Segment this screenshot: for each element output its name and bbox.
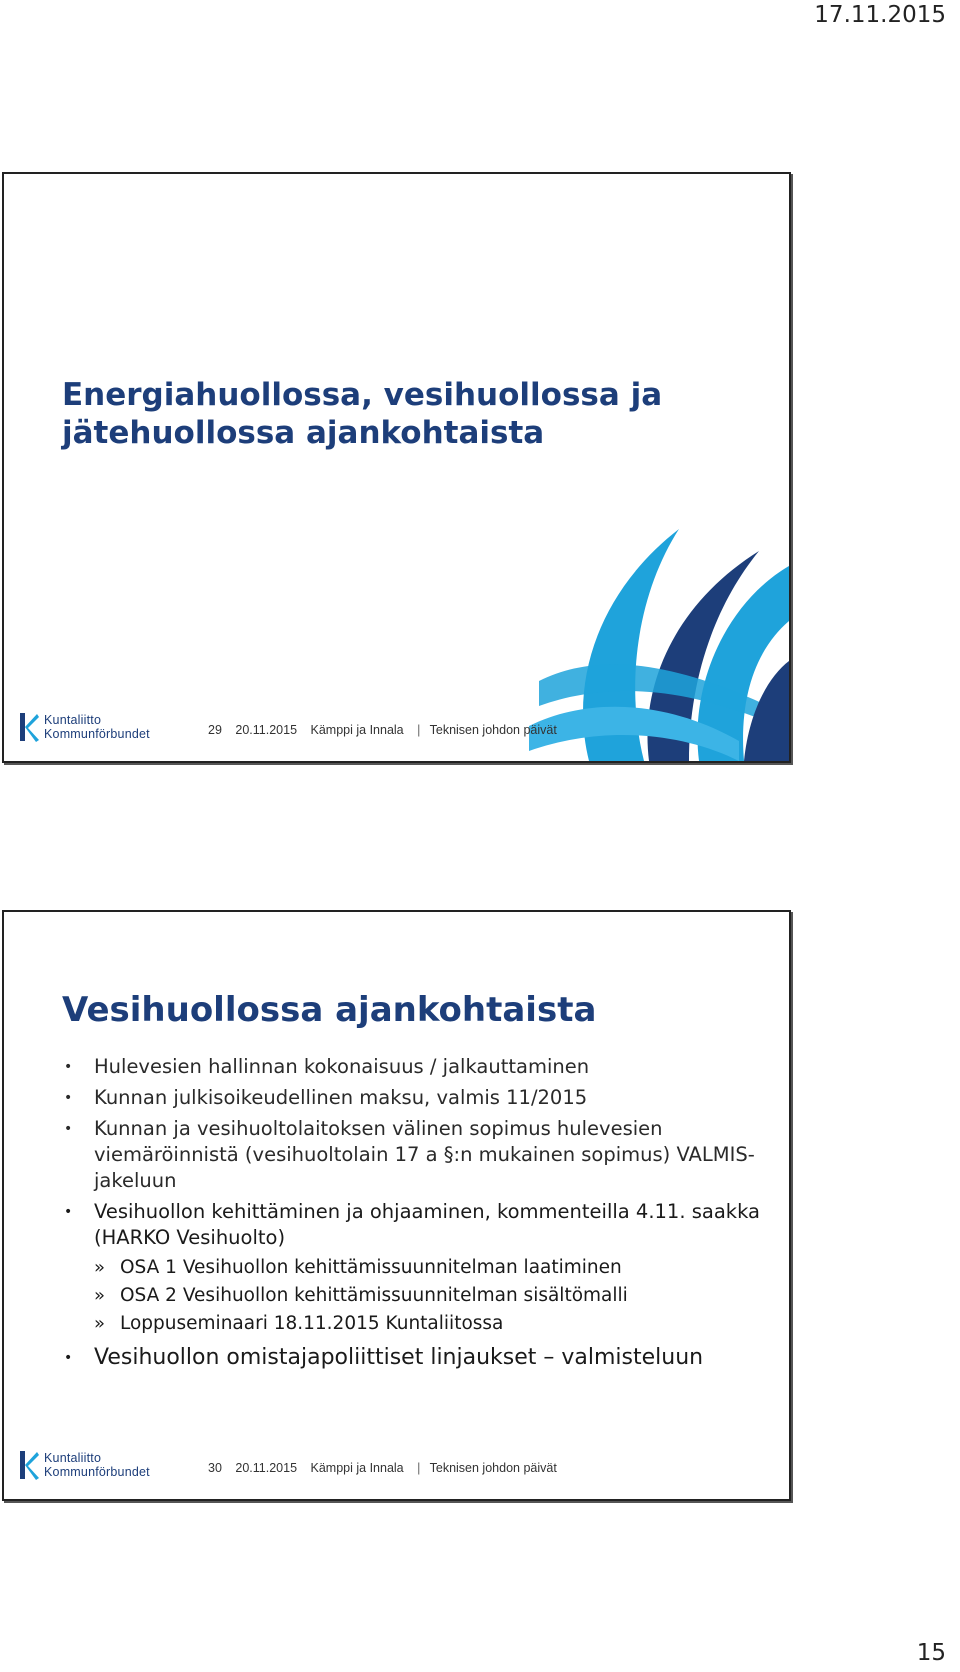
- sub-bullet-text: OSA 1 Vesihuollon kehittämissuunnitelman laatiminen: [120, 1257, 622, 1278]
- logo-text-fi: Kuntaliitto: [44, 713, 102, 727]
- bullet-text: Kunnan ja vesihuoltolaitoksen välinen sopimus hulevesien viemäröinnistä (vesihuoltolain 17 a §:n mukainen sopimus) VALMIS- jakeluun: [94, 1117, 755, 1192]
- bullet-glyph: •: [64, 1090, 73, 1106]
- bullet-text: Vesihuollon omistajapoliittiset linjaukset – valmisteluun: [94, 1345, 704, 1370]
- logo-text-fi: Kuntaliitto: [44, 1451, 102, 1465]
- sub-bullet-glyph: »: [94, 1285, 106, 1306]
- logo-text-sv: Kommunförbundet: [44, 727, 150, 741]
- bullet-glyph: •: [64, 1204, 73, 1220]
- footer-separator: |: [417, 1461, 421, 1475]
- slide-number: 29: [208, 723, 222, 737]
- slide-number: 30: [208, 1461, 222, 1475]
- page-number: 15: [916, 1640, 946, 1666]
- slide-29: [2, 172, 791, 763]
- sub-bullet-list: [94, 1254, 764, 1338]
- sub-bullet-glyph: »: [94, 1313, 106, 1334]
- bullet-text: Vesihuollon kehittäminen ja ohjaaminen, kommenteilla 4.11. saakka (HARKO Vesihuolto): [94, 1200, 760, 1249]
- sub-bullet-glyph: »: [94, 1257, 106, 1278]
- footer-event: Teknisen johdon päivät: [429, 1461, 557, 1475]
- footer-authors: Kämppi ja Innala: [310, 1461, 404, 1475]
- slide-title: Vesihuollossa ajankohtaista: [62, 990, 597, 1030]
- slide-title: [62, 376, 742, 452]
- bullet-glyph: •: [64, 1059, 73, 1075]
- title-line-1: Energiahuollossa, vesihuollossa ja: [62, 377, 663, 413]
- bullet-item: [64, 1054, 764, 1080]
- sub-bullet-text: OSA 2 Vesihuollon kehittämissuunnitelman sisältömalli: [120, 1285, 628, 1306]
- slide-footer: [18, 709, 778, 749]
- bullet-list: [64, 1054, 764, 1378]
- bullet-text: Hulevesien hallinnan kokonaisuus / jalkauttaminen: [94, 1055, 590, 1078]
- bullet-item: [64, 1343, 764, 1373]
- page-date: 17.11.2015: [814, 2, 946, 28]
- bullet-item: [64, 1116, 764, 1194]
- footer-date: 20.11.2015: [235, 1461, 298, 1475]
- footer-event: Teknisen johdon päivät: [429, 723, 557, 737]
- footer-authors: Kämppi ja Innala: [310, 723, 404, 737]
- footer-text: [208, 1461, 567, 1475]
- title-line-2: jätehuollossa ajankohtaista: [62, 415, 545, 451]
- bullet-item: [64, 1199, 764, 1338]
- logo-text-sv: Kommunförbundet: [44, 1465, 150, 1479]
- slide-footer: [18, 1447, 778, 1487]
- sub-bullet-item: [94, 1254, 764, 1282]
- sub-bullet-item: [94, 1282, 764, 1310]
- sub-bullet-item: [94, 1310, 764, 1338]
- sub-bullet-text: Loppuseminaari 18.11.2015 Kuntaliitossa: [120, 1313, 504, 1334]
- footer-separator: |: [417, 723, 421, 737]
- bullet-glyph: •: [64, 1350, 73, 1366]
- bullet-item: [64, 1085, 764, 1111]
- kuntaliitto-logo: [18, 1447, 158, 1483]
- footer-date: 20.11.2015: [235, 723, 298, 737]
- kuntaliitto-logo: [18, 709, 158, 745]
- logo-mark-icon: [18, 711, 40, 743]
- bullet-glyph: •: [64, 1121, 73, 1137]
- footer-text: [208, 723, 567, 737]
- bullet-text: Kunnan julkisoikeudellinen maksu, valmis 11/2015: [94, 1086, 588, 1109]
- logo-mark-icon: [18, 1449, 40, 1481]
- slide-30: [2, 910, 791, 1501]
